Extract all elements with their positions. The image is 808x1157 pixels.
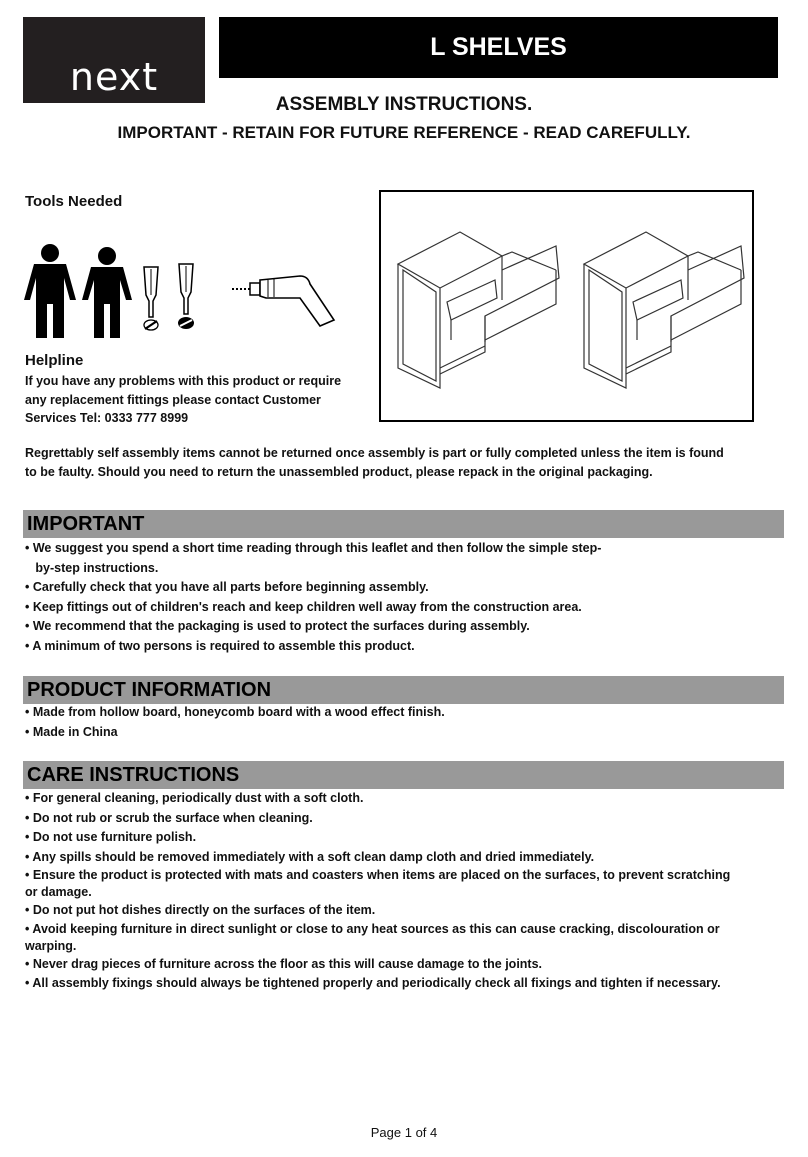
section-title: IMPORTANT [27, 513, 145, 535]
person-icon [22, 242, 78, 338]
flat-screwdriver-icon [140, 265, 162, 335]
list-item: • A minimum of two persons is required to assemble this product. [25, 638, 415, 653]
shelf-unit-right [584, 232, 744, 388]
list-item: • We recommend that the packaging is used to protect the surfaces during assembly. [25, 619, 530, 633]
helpline-line: any replacement fittings please contact Customer [25, 392, 321, 407]
list-item: • Made in China [25, 724, 118, 739]
shelf-unit-left [398, 232, 559, 388]
power-drill-icon [230, 272, 338, 328]
helpline-heading: Helpline [25, 352, 84, 369]
list-item: • Carefully check that you have all parts before beginning assembly. [25, 580, 429, 594]
care-section-header [23, 761, 784, 789]
tools-heading: Tools Needed [25, 193, 123, 210]
main-heading: ASSEMBLY INSTRUCTIONS. [275, 94, 533, 115]
sub-heading: IMPORTANT - RETAIN FOR FUTURE REFERENCE - READ CAREFULLY. [117, 123, 691, 142]
list-item: • We suggest you spend a short time reading through this leaflet and then follow the simple step- [25, 541, 602, 555]
page-number: Page 1 of 4 [370, 1125, 438, 1140]
list-item: • Any spills should be removed immediately with a soft clean damp cloth and dried immediately. [25, 849, 595, 864]
list-item: • Made from hollow board, honeycomb board with a wood effect finish. [25, 705, 445, 719]
shelf-illustration [381, 192, 752, 420]
important-list [25, 539, 785, 656]
care-list [25, 789, 785, 994]
helpline-line: Services Tel: 0333 777 8999 [25, 411, 189, 425]
list-item: • Ensure the product is protected with mats and coasters when items are placed on the surfaces, to prevent scratching [25, 868, 731, 882]
brand-logo [23, 17, 205, 103]
product-title: L SHELVES [430, 33, 567, 61]
list-item: • Do not put hot dishes directly on the surfaces of the item. [25, 903, 376, 917]
section-title: CARE INSTRUCTIONS [27, 764, 240, 786]
list-item: • Keep fittings out of children's reach and keep children well away from the construction area. [25, 599, 582, 614]
product-info-list [25, 703, 785, 742]
list-item: • For general cleaning, periodically dust with a soft cloth. [25, 791, 364, 805]
product-illustration-frame [379, 190, 754, 422]
helpline-line: If you have any problems with this product or require [25, 374, 342, 388]
important-section-header [23, 510, 784, 538]
list-item: • Avoid keeping furniture in direct sunlight or close to any heat sources as this can cause cracking, discolouration or [25, 921, 720, 936]
list-item: by-step instructions. [25, 560, 159, 575]
product-title-bar [219, 17, 778, 78]
notice-line: to be faulty. Should you need to return the unassembled product, please repack in the original packaging. [25, 464, 653, 479]
helpline-text [25, 372, 375, 428]
list-item: • Never drag pieces of furniture across the floor as this will cause damage to the joints. [25, 956, 543, 971]
logo-text: next [69, 55, 159, 99]
section-title: PRODUCT INFORMATION [27, 679, 272, 701]
list-item: or damage. [25, 885, 92, 899]
phillips-screwdriver-icon [174, 262, 198, 334]
notice-line: Regrettably self assembly items cannot be returned once assembly is part or fully completed unless the item is found [25, 446, 724, 460]
list-item: warping. [25, 938, 77, 953]
returns-notice [25, 444, 785, 481]
list-item: • Do not use furniture polish. [25, 830, 197, 844]
list-item: • All assembly fixings should always be tightened properly and periodically check all fixings and tighten if necessary. [25, 976, 721, 990]
list-item: • Do not rub or scrub the surface when cleaning. [25, 810, 313, 825]
person-icon [80, 246, 134, 338]
product-info-section-header [23, 676, 784, 704]
